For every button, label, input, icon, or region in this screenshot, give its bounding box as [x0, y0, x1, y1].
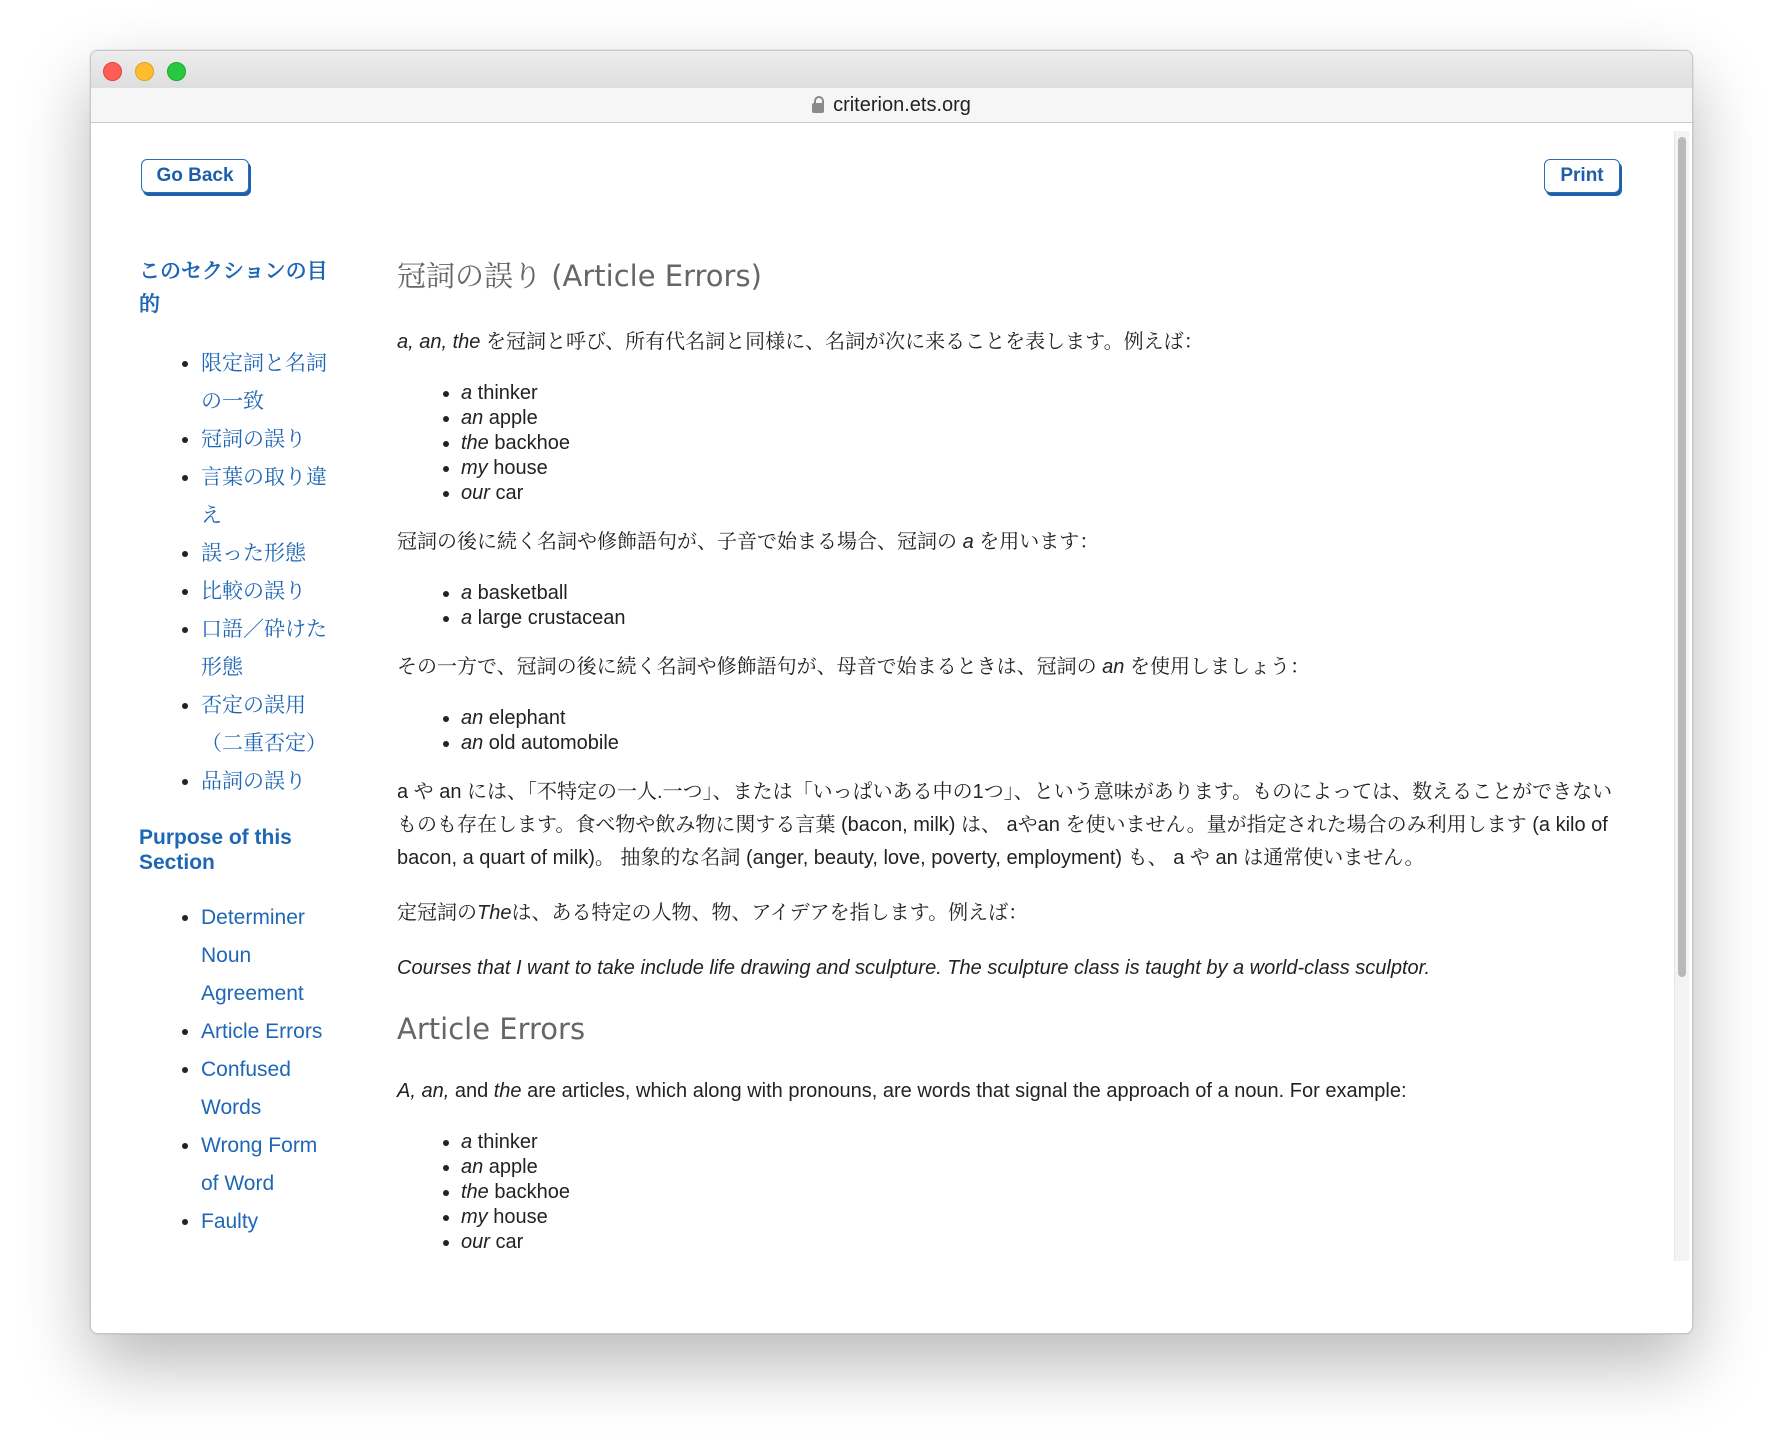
section-heading-en: Article Errors — [397, 1012, 586, 1046]
paragraph-text: その一方で、冠詞の後に続く名詞や修飾語句が、母音で始まるときは、冠詞の — [397, 656, 1103, 678]
noun-word: apple — [483, 407, 538, 429]
noun-word: backhoe — [488, 1181, 570, 1203]
paragraph-text: are articles, which along with pronouns, are words that signal the approach of a noun. For example: — [521, 1080, 1407, 1102]
minimize-window-button[interactable] — [135, 62, 154, 81]
noun-word: apple — [483, 1156, 538, 1178]
list-item — [461, 1155, 1617, 1180]
list-item — [461, 481, 1617, 506]
page-title: 冠詞の誤り (Article Errors) — [397, 259, 762, 293]
sidebar-item-ja[interactable]: • 口語／砕けた形態 — [201, 611, 329, 687]
emphasis: an — [1102, 656, 1125, 678]
example-list-3 — [397, 706, 1617, 756]
article-word: a — [461, 582, 473, 604]
list-item — [461, 581, 1617, 606]
article-word: a — [461, 607, 473, 629]
article-word: my — [461, 457, 488, 479]
vertical-scrollbar[interactable] — [1674, 131, 1689, 1261]
example-list-1 — [397, 381, 1617, 506]
list-item — [461, 1205, 1617, 1230]
sidebar-item-en[interactable]: • Faulty — [201, 1203, 329, 1241]
sidebar-item-ja[interactable]: • 冠詞の誤り — [201, 421, 329, 459]
list-item — [461, 406, 1617, 431]
paragraph-text: を使用しましょう： — [1124, 656, 1310, 678]
noun-word: backhoe — [488, 432, 570, 454]
page-viewport — [91, 123, 1692, 1333]
paragraph-text: を冠詞と呼び、所有代名詞と同様に、名詞が次に来ることを表します。例えば： — [480, 331, 1204, 353]
article-word: an — [461, 1156, 484, 1178]
list-item — [461, 1230, 1617, 1255]
zoom-window-button[interactable] — [167, 62, 186, 81]
paragraph-text: 冠詞の後に続く名詞や修飾語句が、子音で始まる場合、冠詞の — [397, 531, 963, 553]
sidebar-list-ja — [139, 345, 329, 801]
noun-word: elephant — [483, 707, 566, 729]
sidebar-item-ja[interactable]: • 否定の誤用（二重否定） — [201, 687, 329, 763]
paragraph-text: は、ある特定の人物、物、アイデアを指します。例えば： — [511, 902, 1029, 924]
noun-word: old automobile — [483, 732, 619, 754]
article-word: a — [461, 1131, 473, 1153]
article-word: an — [461, 407, 484, 429]
url-text: criterion.ets.org — [833, 93, 971, 116]
sidebar-heading-en[interactable]: Purpose of this Section — [139, 826, 292, 874]
article-word: our — [461, 482, 490, 504]
emphasis: the — [493, 1080, 522, 1102]
print-button[interactable]: Print — [1544, 159, 1620, 193]
sidebar-nav — [139, 255, 329, 1265]
article-word: the — [461, 1181, 489, 1203]
noun-word: thinker — [472, 382, 538, 404]
main-content — [397, 256, 1617, 1275]
intro-paragraph-ja — [397, 326, 1617, 359]
sidebar-item-ja[interactable]: • 限定詞と名詞の一致 — [201, 345, 329, 421]
list-item — [461, 1180, 1617, 1205]
definite-article-paragraph — [397, 897, 1617, 930]
example-sentence: Courses that I want to take include life drawing and sculpture. The sculpture class is taught by a world-class sculptor. — [397, 957, 1431, 979]
uncountable-paragraph: a や an には、「不特定の一人.一つ」、または「いっぱいある中の1つ」、という意味があります。ものによっては、数えることができないものも存在します。食べ物や飲み物に関する言葉 (bacon, milk) は、 aやan を使いません。量が指定された場合のみ利用します (a kilo of bacon, a quart of milk)。 抽象的な名詞 (anger, beauty, love, poverty, employment) も、 a や an は通常使いません。 — [397, 781, 1613, 869]
list-item — [461, 381, 1617, 406]
list-item — [461, 731, 1617, 756]
noun-word: car — [489, 482, 524, 504]
consonant-paragraph — [397, 526, 1617, 559]
address-bar[interactable] — [91, 88, 1692, 123]
example-list-2 — [397, 581, 1617, 631]
lock-icon — [812, 103, 824, 113]
noun-word: basketball — [472, 582, 568, 604]
list-item — [461, 706, 1617, 731]
go-back-button[interactable]: Go Back — [141, 159, 249, 193]
close-window-button[interactable] — [103, 62, 122, 81]
sidebar-item-en[interactable]: • Article Errors — [201, 1013, 329, 1051]
article-word: our — [461, 1231, 490, 1253]
noun-word: house — [487, 1206, 548, 1228]
article-word: the — [461, 432, 489, 454]
emphasis: The — [477, 902, 512, 924]
example-list-4 — [397, 1130, 1617, 1255]
article-word: my — [461, 1206, 488, 1228]
sidebar-item-en[interactable]: • Wrong Form of Word — [201, 1127, 329, 1203]
article-word: an — [461, 707, 484, 729]
noun-word: thinker — [472, 1131, 538, 1153]
title-bar — [91, 51, 1692, 89]
article-word: a — [461, 382, 473, 404]
sidebar-item-ja[interactable]: • 言葉の取り違え — [201, 459, 329, 535]
sidebar-heading-ja[interactable]: このセクションの目的 — [139, 260, 328, 316]
paragraph-text: and — [449, 1080, 494, 1102]
list-item — [461, 431, 1617, 456]
browser-window — [90, 50, 1693, 1334]
sidebar-item-en[interactable]: • Determiner Noun Agreement — [201, 899, 329, 1013]
emphasis: A, an, — [397, 1080, 450, 1102]
emphasis: a — [962, 531, 974, 553]
noun-word: large crustacean — [472, 607, 626, 629]
vowel-paragraph — [397, 651, 1617, 684]
sidebar-item-ja[interactable]: • 品詞の誤り — [201, 763, 329, 801]
intro-paragraph-en — [397, 1075, 1617, 1108]
sidebar-item-en[interactable]: • Confused Words — [201, 1051, 329, 1127]
noun-word: car — [489, 1231, 524, 1253]
sidebar-item-ja[interactable]: • 誤った形態 — [201, 535, 329, 573]
list-item — [461, 606, 1617, 631]
noun-word: house — [487, 457, 548, 479]
list-item — [461, 1130, 1617, 1155]
sidebar-item-ja[interactable]: • 比較の誤り — [201, 573, 329, 611]
list-item — [461, 456, 1617, 481]
paragraph-text: を用います： — [973, 531, 1100, 553]
article-word: an — [461, 732, 484, 754]
sidebar-list-en — [139, 899, 329, 1241]
paragraph-text: 定冠詞の — [397, 902, 477, 924]
emphasis: a, an, the — [397, 331, 481, 353]
scrollbar-thumb[interactable] — [1678, 137, 1686, 977]
